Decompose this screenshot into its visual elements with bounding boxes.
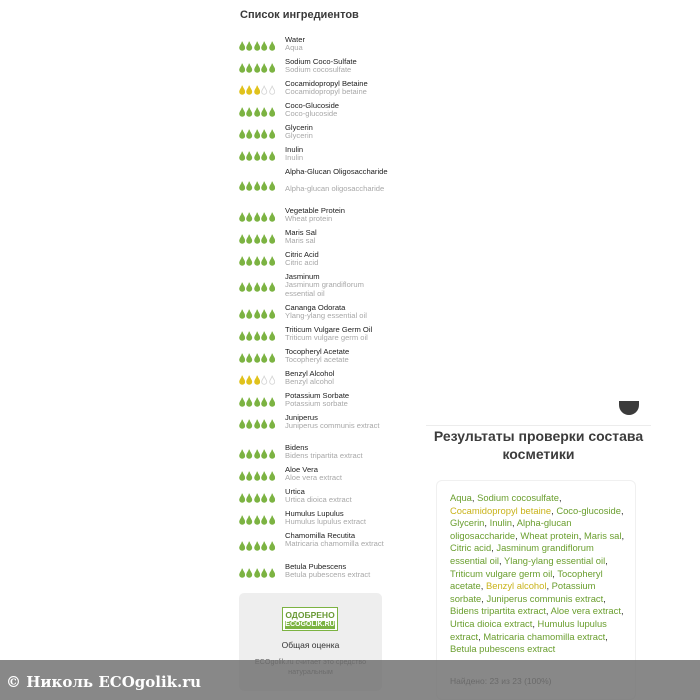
drop-icon (269, 331, 275, 341)
drop-icon (254, 256, 260, 266)
composition-ingredient: Wheat protein (520, 529, 579, 541)
drop-icon (246, 568, 252, 578)
ingredient-name: Aloe Vera (285, 465, 318, 474)
drop-icon (246, 256, 252, 266)
ingredient-alias: Wheat protein (285, 214, 333, 223)
drop-icon (261, 234, 267, 244)
drop-icon (254, 181, 260, 191)
ingredient-alias: Betula pubescens extract (285, 570, 371, 579)
drop-icon (269, 449, 275, 459)
drop-icon (269, 568, 275, 578)
drop-icon (261, 85, 267, 95)
rating-drops (239, 513, 275, 525)
rating-drops (239, 210, 275, 222)
drop-icon (254, 568, 260, 578)
drop-icon (269, 151, 275, 161)
drop-icon (269, 234, 275, 244)
ingredient-alias: Aqua (285, 43, 303, 52)
drop-icon (261, 212, 267, 222)
drop-icon (246, 397, 252, 407)
drop-icon (269, 212, 275, 222)
drop-icon (261, 309, 267, 319)
drop-icon (261, 256, 267, 266)
ingredient-alias: Aloe vera extract (285, 473, 342, 482)
drop-icon (269, 107, 275, 117)
drop-icon (246, 353, 252, 363)
ingredient-alias: Potassium sorbate (285, 399, 348, 408)
ingredient-alias: Coco-glucoside (285, 109, 338, 118)
drop-icon (254, 234, 260, 244)
ingredient-alias: Urtica dioica extract (285, 495, 352, 504)
card-logo-strip (482, 405, 582, 411)
rating-drops (239, 491, 275, 503)
ingredient-name: Urtica (285, 487, 305, 496)
drop-icon (239, 212, 245, 222)
drop-icon (269, 419, 275, 429)
rating-drops (239, 539, 275, 551)
drop-icon (269, 282, 275, 292)
ingredient-name: Tocopheryl Acetate (285, 347, 350, 356)
drop-icon (269, 471, 275, 481)
drop-icon (239, 282, 245, 292)
rating-drops (239, 127, 275, 139)
ingredient-alias: Ylang-ylang essential oil (285, 311, 367, 320)
drop-icon (254, 449, 260, 459)
rating-drops (239, 351, 275, 363)
drop-icon (254, 85, 260, 95)
drop-icon (254, 282, 260, 292)
rating-drops (239, 254, 275, 266)
drop-icon (254, 309, 260, 319)
drop-icon (261, 568, 267, 578)
composition-ingredient: Coco-glucoside (556, 504, 621, 516)
ingredient-name: Bidens (285, 443, 309, 452)
composition-ingredient: Sodium cocosulfate (477, 492, 559, 503)
composition-ingredient: Cocamidopropyl betaine (450, 504, 552, 516)
composition-text: Aqua, Sodium cocosulfate, Cocamidopropyl betaine, Coco-glucoside, Glycerin, Inulin, Alpha-glucan oligosaccharide, Wheat protein, Maris sal, Citric acid, Jasminum grandiflorum essential oil, Ylang-ylang essential oil, Triticum vulgare germ oil, Tocopheryl acetate, Benzyl alcohol, Potassium sorbate, Juniperus communis extract, Bidens tripartita extract, Aloe vera extract, Urtica dioica extract, Humulus lupulus extract, Matricaria chamomilla extract, Betula pubescens extract (450, 492, 625, 655)
drop-icon (239, 107, 245, 117)
drop-icon (246, 41, 252, 51)
drop-icon (246, 419, 252, 429)
drop-icon (254, 63, 260, 73)
drop-icon (261, 541, 267, 551)
ingredient-alias: Cocamidopropyl betaine (285, 87, 367, 96)
drop-icon (239, 568, 245, 578)
drop-icon (239, 493, 245, 503)
ingredient-name: Citric Acid (285, 250, 319, 259)
drop-icon (269, 375, 275, 385)
drop-icon (261, 41, 267, 51)
drop-icon (254, 375, 260, 385)
ingredient-alias: Jasminum grandiflorum essential oil (285, 280, 364, 298)
ingredient-name: Glycerin (285, 123, 313, 132)
ingredient-name: Cocamidopropyl Betaine (285, 79, 368, 88)
drop-icon (239, 256, 245, 266)
drop-icon (239, 397, 245, 407)
drop-icon (246, 129, 252, 139)
drop-icon (261, 107, 267, 117)
drop-icon (246, 471, 252, 481)
drop-icon (239, 353, 245, 363)
composition-ingredient: Citric acid (450, 542, 492, 554)
drop-icon (246, 493, 252, 503)
drop-icon (246, 234, 252, 244)
ingredient-name: Water (285, 35, 305, 44)
composition-ingredient: Aqua (450, 492, 472, 503)
ingredient-name: Inulin (285, 145, 304, 154)
drop-icon (261, 129, 267, 139)
ingredient-name: Juniperus (285, 413, 318, 422)
ingredient-alias: Inulin (285, 153, 304, 162)
ingredient-alias: Matricaria chamomilla extract (285, 539, 384, 548)
composition-ingredient: Benzyl alcohol (485, 580, 547, 592)
ingredient-name: Benzyl Alcohol (285, 369, 335, 378)
drop-icon (239, 515, 245, 525)
overall-score-label: Общая оценка (281, 640, 340, 650)
ingredient-alias: Triticum vulgare germ oil (285, 333, 368, 342)
ingredient-name: Vegetable Protein (285, 206, 345, 215)
drop-icon (269, 515, 275, 525)
drop-icon (254, 129, 260, 139)
ingredient-alias: Glycerin (285, 131, 313, 140)
composition-ingredient: Glycerin (450, 517, 485, 529)
drop-icon (261, 331, 267, 341)
drop-icon (239, 41, 245, 51)
drop-icon (239, 541, 245, 551)
drop-icon (254, 353, 260, 363)
rating-drops (239, 395, 275, 407)
drop-icon (254, 419, 260, 429)
drop-icon (261, 419, 267, 429)
rating-drops (239, 469, 275, 481)
drop-icon (269, 129, 275, 139)
drop-icon (239, 63, 245, 73)
drop-icon (246, 107, 252, 117)
drop-icon (261, 471, 267, 481)
ingredient-alias: Juniperus communis extract (285, 421, 380, 430)
drop-icon (239, 181, 245, 191)
drop-icon (254, 397, 260, 407)
drop-icon (254, 493, 260, 503)
rating-drops (239, 280, 275, 292)
drop-icon (246, 541, 252, 551)
drop-icon (254, 107, 260, 117)
ingredient-alias: Alpha-glucan oligosaccharide (285, 184, 385, 193)
drop-icon (269, 63, 275, 73)
drop-icon (269, 181, 275, 191)
drop-icon (239, 309, 245, 319)
rating-drops (239, 373, 275, 385)
drop-icon (261, 493, 267, 503)
drop-icon (261, 449, 267, 459)
composition-ingredient: Tocopheryl acetate (450, 567, 603, 592)
drop-icon (269, 256, 275, 266)
drop-icon (246, 63, 252, 73)
drop-icon (261, 515, 267, 525)
composition-ingredient: Aloe vera extract (550, 605, 621, 617)
drop-icon (246, 449, 252, 459)
drop-icon (261, 375, 267, 385)
ingredient-name: Humulus Lupulus (285, 509, 344, 518)
drop-icon (269, 493, 275, 503)
composition-ingredient: Jasminum grandiflorum essential oil (450, 542, 594, 566)
drop-icon (261, 397, 267, 407)
drop-icon (246, 151, 252, 161)
drop-icon (269, 541, 275, 551)
composition-ingredient: Maris sal (583, 529, 622, 541)
rating-drops (239, 329, 275, 341)
ingredient-name: Potassium Sorbate (285, 391, 350, 400)
ingredients-title: Список ингредиентов (240, 9, 359, 21)
ingredient-alias: Benzyl alcohol (285, 377, 334, 386)
rating-drops (239, 307, 275, 319)
drop-icon (239, 234, 245, 244)
drop-icon (246, 85, 252, 95)
ingredient-name: Alpha-Glucan Oligosaccharide (285, 167, 388, 176)
drop-icon (261, 181, 267, 191)
check-result-card (426, 405, 651, 700)
rating-drops (239, 83, 275, 95)
drop-icon (261, 282, 267, 292)
drop-icon (239, 375, 245, 385)
drop-icon (254, 541, 260, 551)
ingredient-name: Cananga Odorata (285, 303, 346, 312)
drop-icon (254, 515, 260, 525)
ingredient-alias: Maris sal (285, 236, 316, 245)
rating-drops (239, 39, 275, 51)
card-divider (426, 425, 651, 426)
rating-drops (239, 61, 275, 73)
composition-ingredient: Urtica dioica extract (450, 617, 533, 629)
approved-badge (282, 607, 338, 631)
drop-icon (239, 419, 245, 429)
drop-icon (239, 129, 245, 139)
watermark-bar (0, 660, 700, 700)
drop-icon (261, 63, 267, 73)
avatar (619, 401, 639, 415)
drop-icon (254, 41, 260, 51)
composition-ingredient: Juniperus communis extract (486, 592, 604, 604)
composition-ingredient: Alpha-glucan oligosaccharide (450, 517, 572, 541)
drop-icon (261, 353, 267, 363)
drop-icon (269, 309, 275, 319)
ingredient-name: Coco-Glucoside (285, 101, 340, 110)
drop-icon (246, 515, 252, 525)
rating-drops (239, 447, 275, 459)
rating-drops (239, 149, 275, 161)
badge-top-text: ОДОБРЕНО (285, 610, 335, 620)
drop-icon (269, 353, 275, 363)
drop-icon (246, 181, 252, 191)
ingredient-name: Triticum Vulgare Germ Oil (285, 325, 373, 334)
composition-ingredient: Matricaria chamomilla extract (483, 630, 606, 642)
drop-icon (269, 85, 275, 95)
drop-icon (239, 471, 245, 481)
drop-icon (254, 331, 260, 341)
rating-drops (239, 417, 275, 429)
badge-bottom-text: ECOGOLIK.RU (285, 621, 335, 628)
drop-icon (269, 397, 275, 407)
ingredient-name: Maris Sal (285, 228, 317, 237)
rating-drops (239, 105, 275, 117)
result-title: Результаты проверки состава косметики (433, 428, 644, 462)
ingredient-alias: Bidens tripartita extract (285, 451, 363, 460)
ingredient-name: Betula Pubescens (285, 562, 347, 571)
drop-icon (246, 212, 252, 222)
watermark-text: © Николь ECOgolik.ru (6, 673, 202, 691)
composition-ingredient: Bidens tripartita extract (450, 605, 546, 617)
drop-icon (239, 85, 245, 95)
rating-drops (239, 566, 275, 578)
drop-icon (246, 309, 252, 319)
composition-ingredient: Triticum vulgare germ oil (450, 567, 553, 579)
ingredient-name: Chamomilla Recutita (285, 531, 356, 540)
rating-drops (239, 179, 275, 191)
drop-icon (239, 331, 245, 341)
drop-icon (254, 212, 260, 222)
composition-ingredient: Betula pubescens extract (450, 643, 556, 655)
drop-icon (246, 375, 252, 385)
drop-icon (269, 41, 275, 51)
drop-icon (261, 151, 267, 161)
ingredient-alias: Sodium cocosulfate (285, 65, 352, 74)
drop-icon (254, 151, 260, 161)
ingredient-name: Sodium Coco-Sulfate (285, 57, 357, 66)
drop-icon (254, 471, 260, 481)
rating-drops (239, 232, 275, 244)
drop-icon (239, 151, 245, 161)
ingredient-alias: Humulus lupulus extract (285, 517, 367, 526)
drop-icon (246, 331, 252, 341)
ingredient-alias: Citric acid (285, 258, 319, 267)
ingredient-alias: Tocopheryl acetate (285, 355, 349, 364)
composition-ingredient: Humulus lupulus extract (450, 617, 607, 642)
composition-ingredient: Ylang-ylang essential oil (504, 554, 606, 566)
drop-icon (239, 449, 245, 459)
ingredient-name: Jasminum (285, 272, 320, 281)
composition-ingredient: Inulin (489, 517, 513, 529)
drop-icon (246, 282, 252, 292)
composition-ingredient: Potassium sorbate (450, 580, 596, 604)
